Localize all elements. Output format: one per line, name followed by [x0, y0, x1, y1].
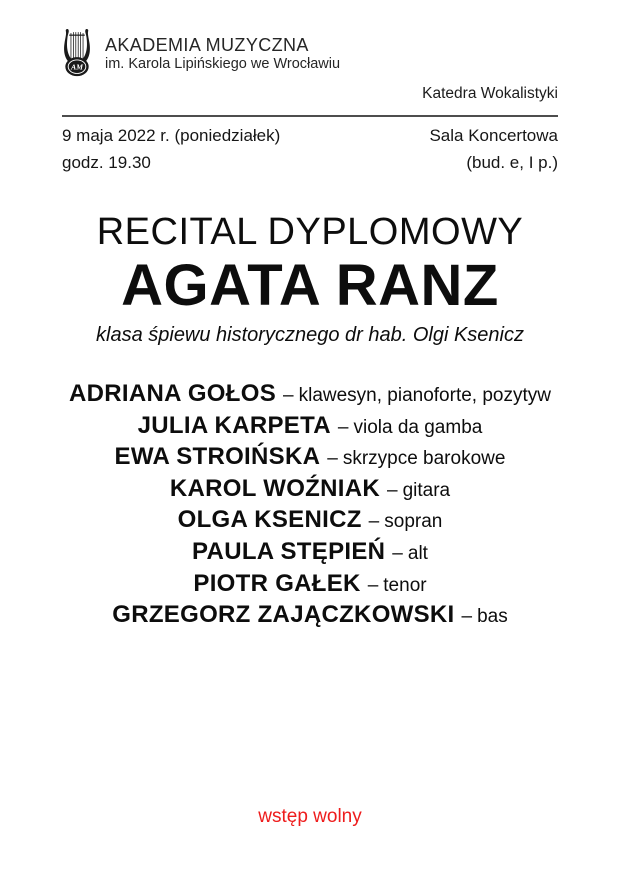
performer-role: klawesyn, pianoforte, pozytyw	[298, 385, 551, 406]
performer-role: skrzypce barokowe	[342, 448, 506, 470]
performer-name: PAULA STĘPIEŃ	[192, 537, 386, 565]
dash-separator: –	[283, 385, 294, 406]
performer-row	[0, 475, 620, 507]
dash-separator: –	[392, 542, 403, 564]
title-block	[0, 209, 620, 347]
dash-separator: –	[367, 574, 379, 596]
event-venue	[429, 122, 558, 176]
performer-name: JULIA KARPETA	[137, 411, 331, 439]
dash-separator: –	[461, 606, 473, 628]
org-subtitle: im. Karola Lipińskiego we Wrocławiu	[105, 56, 341, 72]
performer-row	[0, 506, 620, 538]
soloist-name-title: AGATA RANZ	[121, 253, 499, 318]
class-subtitle: klasa śpiewu historycznego dr hab. Olgi Ksenicz	[96, 324, 524, 346]
admission-note: wstęp wolny	[258, 806, 362, 827]
performer-row	[0, 570, 620, 602]
department-label: Katedra Wokalistyki	[422, 85, 558, 102]
performer-row	[0, 601, 620, 633]
performer-row	[0, 380, 620, 412]
performer-name: PIOTR GAŁEK	[193, 569, 361, 597]
performer-name: GRZEGORZ ZAJĄCZKOWSKI	[112, 601, 455, 629]
performer-name: KAROL WOŹNIAK	[169, 474, 380, 502]
performers-list	[0, 380, 620, 633]
logo-monogram: AM	[70, 62, 84, 72]
performer-row	[0, 443, 620, 475]
venue-name: Sala Koncertowa	[429, 126, 558, 145]
performer-name: OLGA KSENICZ	[177, 506, 362, 534]
dash-separator: –	[368, 511, 380, 533]
lyre-logo-icon	[58, 26, 96, 78]
performer-name: EWA STROIŃSKA	[114, 443, 321, 471]
performer-role: viola da gamba	[353, 416, 483, 438]
event-info	[62, 122, 558, 176]
performer-role: sopran	[384, 511, 443, 533]
performer-role: bas	[477, 606, 508, 628]
event-time: godz. 19.30	[62, 153, 151, 172]
org-header	[58, 26, 340, 78]
org-text-block	[105, 26, 340, 73]
header-divider	[62, 115, 558, 117]
dash-separator: –	[327, 448, 338, 470]
performer-row	[0, 538, 620, 570]
dash-separator: –	[337, 416, 349, 438]
performer-row	[0, 412, 620, 444]
org-name: AKADEMIA MUZYCZNA	[105, 35, 309, 55]
performer-name: ADRIANA GOŁOS	[69, 380, 277, 407]
dash-separator: –	[387, 479, 398, 501]
venue-detail: (bud. e, I p.)	[466, 153, 558, 172]
performer-role: tenor	[383, 574, 427, 596]
event-datetime	[62, 122, 280, 176]
event-date: 9 maja 2022 r. (poniedziałek)	[62, 126, 281, 145]
performer-role: gitara	[402, 479, 451, 501]
recital-type-title: RECITAL DYPLOMOWY	[96, 211, 524, 253]
performer-role: alt	[407, 542, 428, 564]
